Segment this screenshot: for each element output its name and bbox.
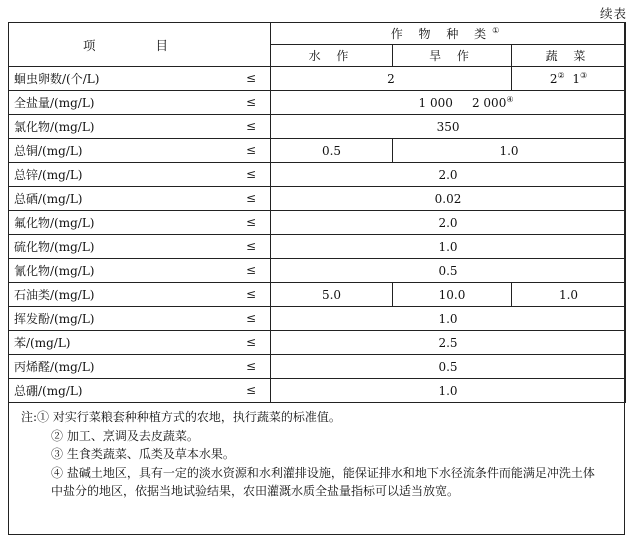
- value-water: [271, 283, 393, 307]
- le-symbol: ≤: [245, 95, 256, 109]
- parameter-name: 总铜/(mg/L): [14, 144, 83, 158]
- le-symbol: ≤: [245, 143, 256, 157]
- value-dry-vegetable: [393, 139, 626, 163]
- row-label: [9, 211, 271, 235]
- parameter-name: 挥发酚/(mg/L): [14, 312, 95, 326]
- value-all-crops: [271, 187, 626, 211]
- table-row: [9, 139, 626, 163]
- le-symbol: ≤: [245, 167, 256, 181]
- value-water: [271, 139, 393, 163]
- table-row: [9, 355, 626, 379]
- parameter-name: 氯化物/(mg/L): [14, 120, 95, 134]
- le-symbol: ≤: [245, 287, 256, 301]
- value-all-crops: [271, 163, 626, 187]
- value: 10.0: [438, 287, 466, 302]
- header-water-crop: 水 作: [271, 45, 393, 67]
- table-row: [9, 91, 626, 115]
- value: 2.0: [438, 167, 458, 182]
- parameter-name: 氰化物/(mg/L): [14, 264, 95, 278]
- value: 1.0: [499, 143, 519, 158]
- table-row: [9, 259, 626, 283]
- value: 0.5: [438, 263, 458, 278]
- le-symbol: ≤: [245, 119, 256, 133]
- value: 1.0: [558, 287, 579, 302]
- value-vegetable: [512, 67, 626, 91]
- table-row: [9, 187, 626, 211]
- table-row: [9, 163, 626, 187]
- value: 2: [387, 71, 395, 86]
- value: 350: [436, 119, 460, 134]
- le-symbol: ≤: [245, 263, 256, 277]
- le-symbol: ≤: [245, 335, 256, 349]
- row-label: [9, 331, 271, 355]
- row-label: [9, 259, 271, 283]
- value: 1.0: [438, 311, 458, 326]
- value-all-crops: [271, 259, 626, 283]
- note-mark: ③: [579, 71, 588, 80]
- value: 2.5: [438, 335, 458, 350]
- parameter-name: 丙烯醛/(mg/L): [14, 360, 95, 374]
- header-vegetable: 蔬 菜: [512, 45, 626, 67]
- value-vegetable: [512, 283, 626, 307]
- table-row: [9, 331, 626, 355]
- value-all-crops: [271, 331, 626, 355]
- value: 0.5: [438, 359, 458, 374]
- le-symbol: ≤: [245, 215, 256, 229]
- row-label: [9, 115, 271, 139]
- parameter-name: 全盐量/(mg/L): [14, 96, 95, 110]
- row-label: [9, 355, 271, 379]
- value-all-crops: [271, 379, 626, 403]
- value-dry: [393, 283, 512, 307]
- note-mark: ②: [557, 71, 565, 80]
- row-label: [9, 307, 271, 331]
- note-2: ② 加工、烹调及去皮蔬菜。: [51, 428, 199, 443]
- value: 1.0: [438, 383, 458, 398]
- value: 5.0: [321, 287, 342, 302]
- value: 1 000: [418, 96, 453, 110]
- row-label: [9, 163, 271, 187]
- water-quality-table: [8, 22, 626, 403]
- value: 2.0: [438, 215, 458, 230]
- le-symbol: ≤: [245, 239, 256, 253]
- table-row: [9, 115, 626, 139]
- le-symbol: ≤: [245, 71, 256, 85]
- le-symbol: ≤: [245, 359, 256, 373]
- table-notes: [21, 408, 595, 501]
- value-all-crops: [271, 235, 626, 259]
- note-4-continued: 中盐分的地区，依据当地试验结果，农田灌溉水质全盐量指标可以适当放宽。: [51, 484, 460, 498]
- parameter-name: 硫化物/(mg/L): [14, 240, 95, 254]
- parameter-name: 氟化物/(mg/L): [14, 216, 95, 230]
- value: 2: [549, 72, 558, 86]
- row-label: [9, 235, 271, 259]
- value-all-crops: [271, 307, 626, 331]
- value: 0.02: [434, 191, 462, 206]
- parameter-name: 总锌/(mg/L): [14, 168, 83, 182]
- row-label: [9, 139, 271, 163]
- row-label: [9, 187, 271, 211]
- note-4: ④ 盐碱土地区，具有一定的淡水资源和水利灌排设施，能保证排水和地下水径流条件而能满足冲洗土体: [51, 465, 595, 480]
- parameter-name: 苯/(mg/L): [14, 336, 71, 350]
- note-mark: ④: [506, 95, 514, 104]
- value: 0.5: [321, 143, 342, 158]
- row-label: [9, 91, 271, 115]
- value: 1.0: [438, 239, 458, 254]
- value-all-crops: [271, 115, 626, 139]
- header-crop-types: 作 物 种 类①: [271, 23, 626, 45]
- table-row: [9, 67, 626, 91]
- value: 1: [572, 72, 580, 86]
- value: 2 000: [471, 96, 507, 110]
- value-water-dry: [271, 67, 512, 91]
- note-1: 注:① 对实行菜粮套种种植方式的农地，执行蔬菜的标准值。: [21, 410, 341, 424]
- value-all-crops: [271, 211, 626, 235]
- table-row: [9, 235, 626, 259]
- row-label: [9, 379, 271, 403]
- table-row: [9, 211, 626, 235]
- le-symbol: ≤: [245, 383, 256, 397]
- note-3: ③ 生食类蔬菜、瓜类及草本水果。: [51, 447, 235, 461]
- header-item: 项 目: [9, 23, 271, 67]
- value-all-crops: [271, 91, 626, 115]
- le-symbol: ≤: [245, 191, 256, 205]
- table-row: [9, 307, 626, 331]
- parameter-name: 总硼/(mg/L): [14, 384, 83, 398]
- value-all-crops: [271, 355, 626, 379]
- header-dry-crop: 旱 作: [393, 45, 512, 67]
- le-symbol: ≤: [245, 311, 256, 325]
- parameter-name: 总硒/(mg/L): [14, 192, 83, 206]
- table-row: [9, 379, 626, 403]
- row-label: [9, 67, 271, 91]
- table-row: [9, 283, 626, 307]
- row-label: [9, 283, 271, 307]
- continued-label: 续表: [599, 6, 627, 21]
- parameter-name: 蛔虫卵数/(个/L): [14, 72, 100, 86]
- parameter-name: 石油类/(mg/L): [14, 288, 95, 302]
